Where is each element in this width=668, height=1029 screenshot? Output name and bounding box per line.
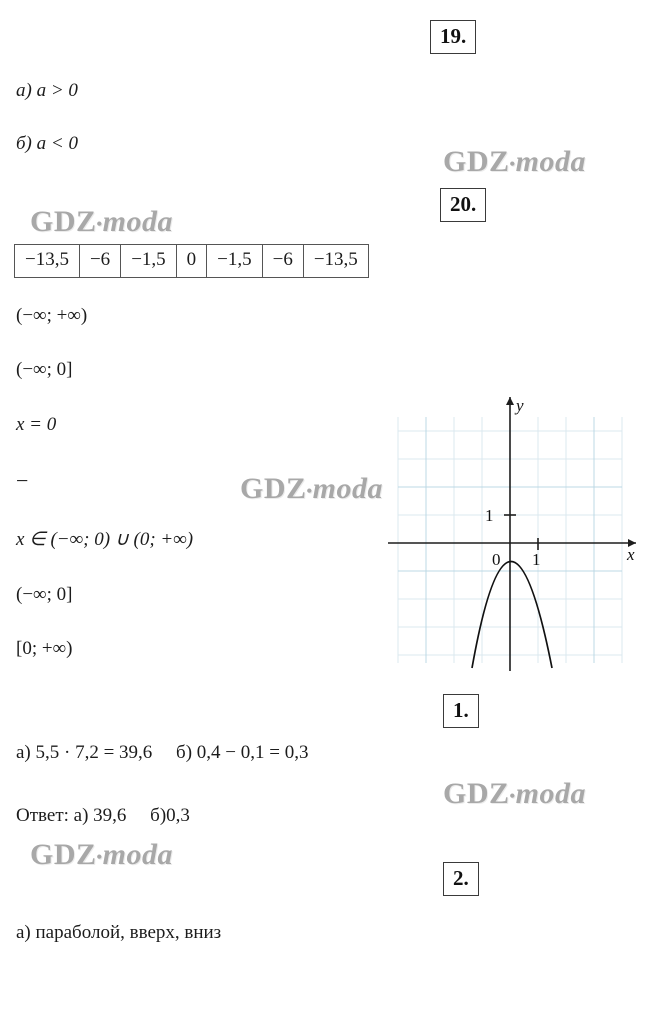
table-row — [15, 245, 369, 278]
answer-interval-union: x ∈ (−∞; 0) ∪ (0; +∞) — [16, 529, 194, 550]
watermark-main: GDZ — [30, 838, 97, 871]
table-cell: −1,5 — [121, 245, 176, 278]
exercise-number-19: 19. — [430, 20, 476, 54]
watermark — [240, 472, 383, 506]
values-table — [14, 244, 369, 278]
parabola-graph — [380, 385, 650, 675]
watermark-dot: • — [509, 156, 516, 173]
watermark — [30, 205, 173, 239]
y-axis-arrow — [506, 397, 514, 405]
watermark-dot: • — [96, 849, 103, 866]
table-cell: −6 — [262, 245, 303, 278]
watermark-main: GDZ — [443, 777, 510, 810]
final-answer-line: Ответ: а) 39,6 б)0,3 — [16, 805, 190, 826]
exercise-number-20: 20. — [440, 188, 486, 222]
watermark-tail: moda — [102, 205, 173, 238]
watermark — [443, 145, 586, 179]
table-cell: −6 — [79, 245, 120, 278]
answer-dash: − — [16, 468, 29, 493]
watermark — [443, 777, 586, 811]
table-cell: −1,5 — [207, 245, 262, 278]
watermark-tail: moda — [102, 838, 173, 871]
y-axis-label: y — [516, 396, 524, 415]
exercise-number-1: 1. — [443, 694, 479, 728]
exercise-number-2: 2. — [443, 862, 479, 896]
answer-increase-interval: (−∞; 0] — [16, 584, 73, 605]
watermark-main: GDZ — [443, 145, 510, 178]
watermark-tail: moda — [515, 145, 586, 178]
answer-line-b-negative: б) а < 0 — [16, 133, 78, 154]
answer-decrease-interval: [0; +∞) — [16, 638, 73, 659]
graph-svg — [380, 385, 650, 675]
watermark-dot: • — [96, 216, 103, 233]
answer-range-neg-infinity-zero: (−∞; 0] — [16, 359, 73, 380]
table-cell: −13,5 — [15, 245, 80, 278]
y-tick-label-1: 1 — [485, 506, 494, 525]
watermark-dot: • — [509, 788, 516, 805]
table-cell: 0 — [176, 245, 207, 278]
axes — [388, 397, 636, 671]
x-tick-label-1: 1 — [532, 550, 541, 569]
watermark — [30, 838, 173, 872]
watermark-tail: moda — [312, 472, 383, 505]
table-cell: −13,5 — [303, 245, 368, 278]
answer-line-a-positive: а) а > 0 — [16, 80, 78, 101]
origin-label: 0 — [492, 550, 501, 569]
answer-zero-of-function: x = 0 — [16, 414, 57, 435]
x-axis-label: x — [627, 545, 635, 564]
answer-domain-all-reals: (−∞; +∞) — [16, 305, 88, 326]
parabola-curve — [472, 562, 552, 669]
watermark-tail: moda — [515, 777, 586, 810]
answer-parabola-line: а) параболой, вверх, вниз — [16, 922, 222, 943]
watermark-main: GDZ — [240, 472, 307, 505]
watermark-dot: • — [306, 483, 313, 500]
calculation-line: а) 5,5 · 7,2 = 39,6 б) 0,4 − 0,1 = 0,3 — [16, 742, 309, 763]
watermark-main: GDZ — [30, 205, 97, 238]
